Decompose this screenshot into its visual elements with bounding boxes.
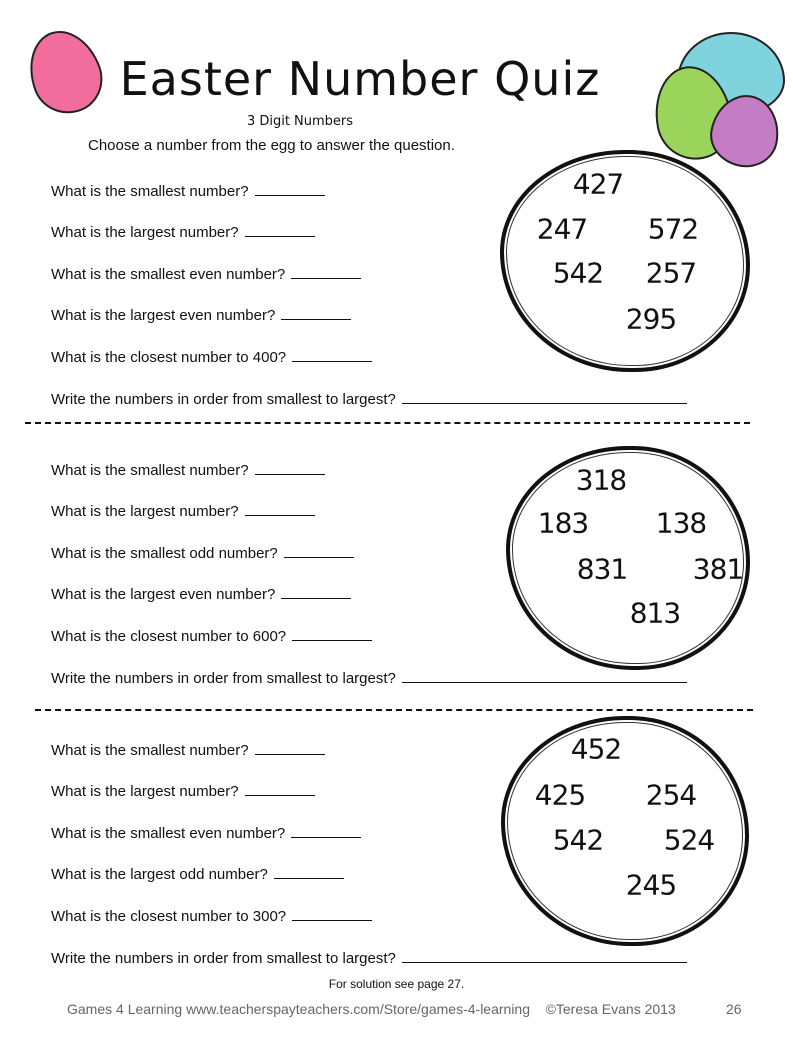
question xyxy=(51,864,344,883)
question-text: Write the numbers in order from smallest to largest? xyxy=(51,391,396,408)
question-text: What is the largest even number? xyxy=(51,586,276,603)
egg-number: 813 xyxy=(629,596,681,630)
page-number: 26 xyxy=(726,1001,742,1017)
number-egg xyxy=(500,150,750,372)
question-text: What is the smallest number? xyxy=(51,742,249,759)
section-divider xyxy=(35,709,753,711)
egg-number: 572 xyxy=(647,212,699,246)
question xyxy=(51,264,361,283)
answer-blank[interactable] xyxy=(402,668,687,683)
egg-number: 542 xyxy=(552,823,604,857)
egg-number: 425 xyxy=(534,778,586,812)
answer-blank[interactable] xyxy=(402,948,687,963)
question xyxy=(51,740,325,759)
question xyxy=(51,181,325,200)
answer-blank[interactable] xyxy=(255,181,325,196)
egg-number: 318 xyxy=(575,463,627,497)
egg-number: 254 xyxy=(645,778,697,812)
answer-blank[interactable] xyxy=(402,389,687,404)
question-text: What is the largest even number? xyxy=(51,307,276,324)
answer-blank[interactable] xyxy=(281,305,351,320)
question-text: Write the numbers in order from smallest to largest? xyxy=(51,950,396,967)
question-text: Write the numbers in order from smallest to largest? xyxy=(51,670,396,687)
instructions: Choose a number from the egg to answer the question. xyxy=(88,137,455,154)
footer-credit: Games 4 Learning www.teacherspayteachers.com/Store/games-4-learning ©Teresa Evans 2013 xyxy=(67,1001,676,1017)
answer-blank[interactable] xyxy=(281,584,351,599)
solution-note: For solution see page 27. xyxy=(328,977,465,991)
question xyxy=(51,347,372,366)
section-divider xyxy=(25,422,750,424)
egg-number: 183 xyxy=(537,506,589,540)
question xyxy=(51,222,315,241)
answer-blank[interactable] xyxy=(292,347,372,362)
question-text: What is the closest number to 600? xyxy=(51,628,287,645)
egg-number: 542 xyxy=(552,256,604,290)
answer-blank[interactable] xyxy=(274,864,344,879)
question-text: What is the closest number to 400? xyxy=(51,349,287,366)
answer-blank[interactable] xyxy=(291,264,361,279)
answer-blank[interactable] xyxy=(245,222,315,237)
question xyxy=(51,584,351,603)
egg-number: 452 xyxy=(570,732,622,766)
egg-number: 245 xyxy=(625,868,677,902)
answer-blank[interactable] xyxy=(255,460,325,475)
question-text: What is the smallest even number? xyxy=(51,266,286,283)
egg-number: 295 xyxy=(625,302,677,336)
answer-blank[interactable] xyxy=(255,740,325,755)
egg-number: 247 xyxy=(536,212,588,246)
question-text: What is the smallest odd number? xyxy=(51,545,278,562)
question xyxy=(51,501,315,520)
page-title: Easter Number Quiz xyxy=(119,52,601,106)
question xyxy=(51,906,372,925)
question-text: What is the smallest even number? xyxy=(51,825,286,842)
question xyxy=(51,668,687,687)
question-text: What is the smallest number? xyxy=(51,462,249,479)
answer-blank[interactable] xyxy=(245,781,315,796)
egg-number: 524 xyxy=(663,823,715,857)
question-text: What is the largest odd number? xyxy=(51,866,268,883)
question xyxy=(51,389,687,408)
question-text: What is the largest number? xyxy=(51,503,239,520)
subtitle: 3 Digit Numbers xyxy=(246,114,354,129)
answer-blank[interactable] xyxy=(292,906,372,921)
question xyxy=(51,626,372,645)
question xyxy=(51,948,687,967)
question xyxy=(51,781,315,800)
question-text: What is the smallest number? xyxy=(51,183,249,200)
question-text: What is the largest number? xyxy=(51,224,239,241)
answer-blank[interactable] xyxy=(292,626,372,641)
egg-number: 831 xyxy=(576,552,628,586)
egg-number: 138 xyxy=(655,506,707,540)
answer-blank[interactable] xyxy=(284,543,354,558)
question-text: What is the closest number to 300? xyxy=(51,908,287,925)
question-text: What is the largest number? xyxy=(51,783,239,800)
question xyxy=(51,460,325,479)
egg-number: 257 xyxy=(645,256,697,290)
answer-blank[interactable] xyxy=(291,823,361,838)
egg-number: 427 xyxy=(572,167,624,201)
answer-blank[interactable] xyxy=(245,501,315,516)
question xyxy=(51,543,354,562)
question xyxy=(51,305,351,324)
egg-number: 381 xyxy=(692,552,744,586)
question xyxy=(51,823,361,842)
